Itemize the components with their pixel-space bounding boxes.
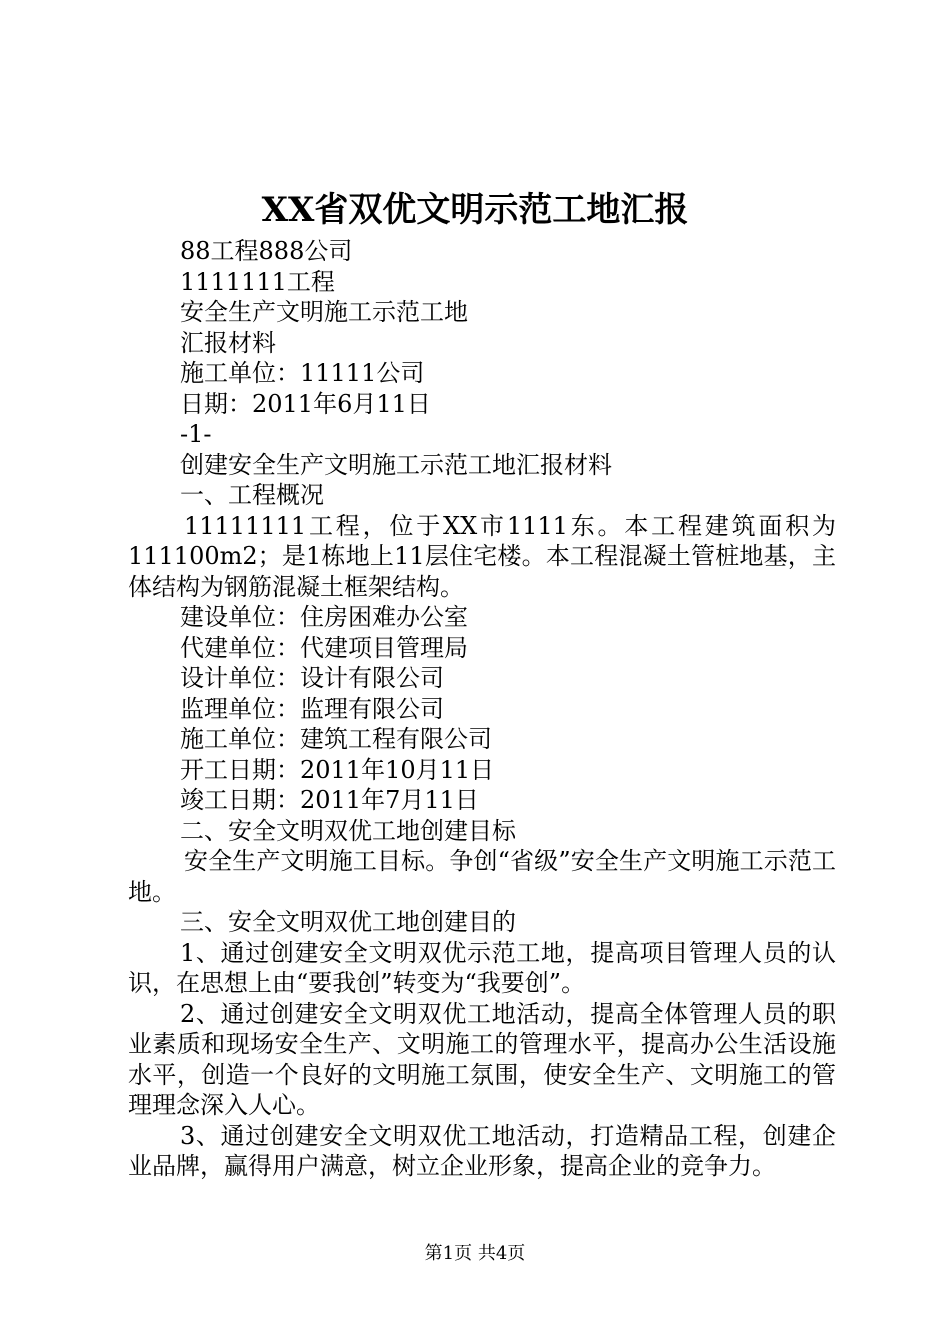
unit-agent: 代建单位：代建项目管理局 bbox=[180, 633, 468, 662]
section2-heading: 二、安全文明双优工地创建目标 bbox=[180, 816, 516, 845]
completion-date: 竣工日期：2011年7月11日 bbox=[180, 786, 479, 814]
unit-designer: 设计单位：设计有限公司 bbox=[180, 664, 444, 692]
section2-text: 安全生产文明施工目标。争创“省级”安全生产文明施工示范工地。 bbox=[128, 847, 836, 906]
section3-item-3: 3、通过创建安全文明双优工地活动，打造精品工程，创建企业品牌，赢得用户满意，树立企业形象，提高企业的竞争力。 bbox=[128, 1121, 836, 1180]
section1-heading: 一、工程概况 bbox=[180, 481, 324, 509]
cover-material: 汇报材料 bbox=[180, 328, 276, 357]
unit-supervisor: 监理单位：监理有限公司 bbox=[180, 694, 444, 723]
document-title: XX省双优文明示范工地汇报 bbox=[261, 190, 689, 230]
section3-item-1: 1、通过创建安全文明双优示范工地，提高项目管理人员的认识，在思想上由“要我创”转变为“我要创”。 bbox=[128, 938, 836, 997]
section1-overview: 11111111工程，位于XX市1111东。本工程建筑面积为111100m2；是1栋地上11层住宅楼。本工程混凝土管桩地基，主体结构为钢筋混凝土框架结构。 bbox=[128, 511, 836, 601]
start-date: 开工日期：2011年10月11日 bbox=[180, 755, 495, 784]
cover-contractor: 施工单位：11111公司 bbox=[180, 359, 425, 387]
report-heading: 创建安全生产文明施工示范工地汇报材料 bbox=[180, 450, 612, 479]
section3-item-2: 2、通过创建安全文明双优工地活动，提高全体管理人员的职业素质和现场安全生产、文明施工的管理水平，提高办公生活设施水平，创造一个良好的文明施工氛围，使安全生产、文明施工的管理理念深入人心。 bbox=[128, 999, 836, 1119]
section3-heading: 三、安全文明双优工地创建目的 bbox=[180, 908, 516, 936]
cover-page-mark: -1- bbox=[180, 420, 212, 448]
unit-contractor: 施工单位：建筑工程有限公司 bbox=[180, 725, 492, 753]
document-body bbox=[128, 236, 836, 1182]
cover-company: 88工程888公司 bbox=[180, 237, 353, 265]
cover-project: 1111111工程 bbox=[180, 267, 335, 296]
cover-subject: 安全生产文明施工示范工地 bbox=[180, 298, 468, 326]
page-footer: 第1页 共4页 bbox=[424, 1243, 526, 1264]
unit-owner: 建设单位：住房困难办公室 bbox=[180, 603, 468, 631]
cover-date: 日期：2011年6月11日 bbox=[180, 389, 431, 418]
